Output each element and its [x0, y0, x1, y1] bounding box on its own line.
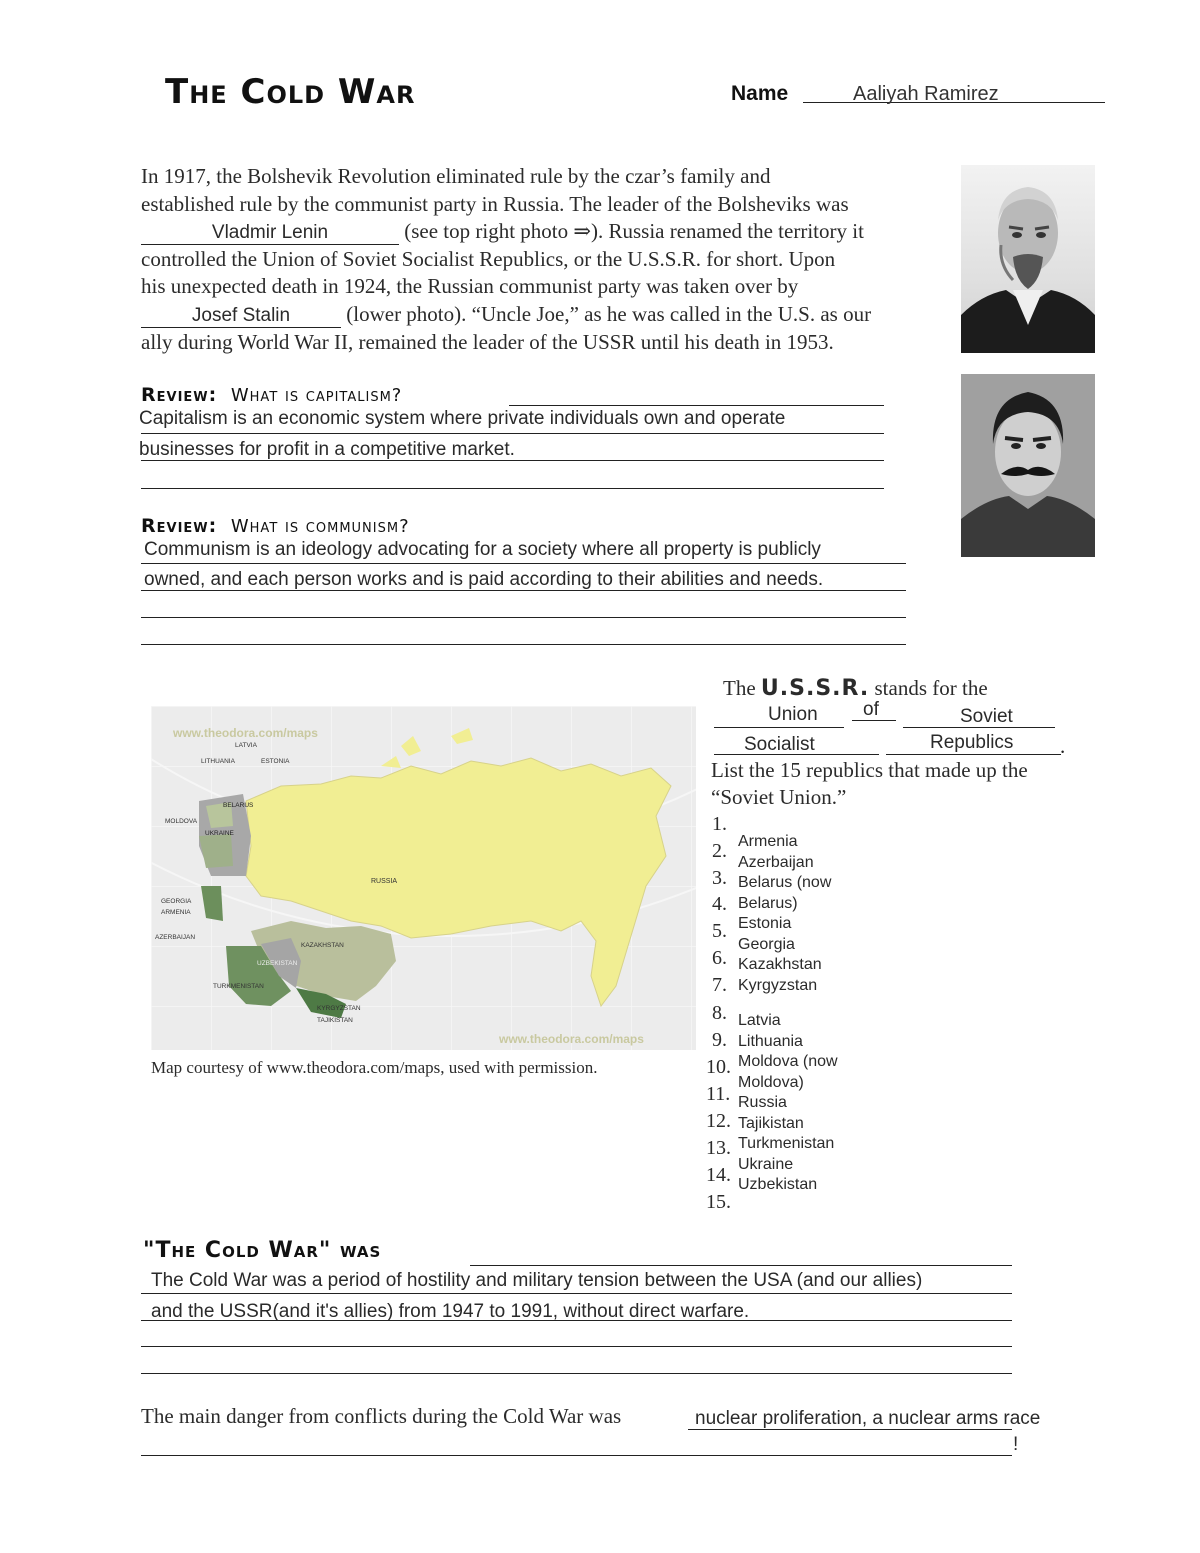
- republic-item: Kazakhstan: [738, 956, 822, 973]
- danger-answer-rule-2: [141, 1455, 1012, 1456]
- republic-item: Ukraine: [738, 1155, 794, 1173]
- danger-end: !: [1013, 1434, 1019, 1455]
- map-watermark-top: www.theodora.com/maps: [173, 726, 318, 740]
- intro-line-4: controlled the Union of Soviet Socialist Republics, or the U.S.S.R. for short. Upon: [141, 246, 836, 271]
- map-caption: Map courtesy of www.theodora.com/maps, used with permission.: [151, 1058, 598, 1077]
- republic-item: Armenia: [738, 833, 798, 850]
- ussr-intro-the: The: [723, 676, 756, 700]
- ussr-of-rule: [852, 720, 896, 721]
- review-communism-label: [141, 515, 410, 537]
- ussr-of: of: [863, 699, 879, 720]
- review-label: Review:: [141, 384, 218, 406]
- intro-line-6-text: (lower photo). “Uncle Joe,” as he was called in the U.S. as our: [346, 301, 872, 326]
- coldwar-answer-rule-4: [141, 1373, 1012, 1374]
- republic-item: Belarus (now: [738, 874, 832, 891]
- list-number-14: 14.: [706, 1164, 731, 1186]
- republic-item: Latvia: [738, 1012, 781, 1029]
- coldwar-answer-rule-3: [141, 1346, 1012, 1347]
- capitalism-answer-rule-3: [141, 488, 884, 489]
- name-label: Name: [731, 82, 789, 105]
- republic-item: Moldova): [738, 1073, 804, 1091]
- worksheet-title: The Cold War: [165, 72, 416, 112]
- communism-answer-line-2[interactable]: owned, and each person works and is paid according to their abilities and needs.: [144, 569, 824, 590]
- republic-item: Kyrgyzstan: [738, 976, 818, 994]
- ussr-period: .: [1060, 734, 1066, 758]
- republic-item: Lithuania: [738, 1032, 803, 1050]
- communism-answer-rule-1: [141, 563, 906, 564]
- republics-answer-block-b[interactable]: [738, 1011, 838, 1196]
- list-number-11: 11.: [706, 1083, 731, 1105]
- list-number-6: 6.: [712, 947, 727, 969]
- list-number-9: 9.: [712, 1029, 727, 1051]
- communism-answer-rule-4: [141, 644, 906, 645]
- ussr-word4[interactable]: Republics: [930, 732, 1014, 753]
- intro-line-1: In 1917, the Bolshevik Revolution eliminated rule by the czar’s family and: [141, 164, 771, 188]
- capitalism-answer-rule-0: [509, 405, 884, 406]
- coldwar-answer-line-1[interactable]: The Cold War was a period of hostility and military tension between the USA (and our allies): [151, 1270, 923, 1291]
- list-prompt-1: List the 15 republics that made up the: [711, 758, 1028, 782]
- ussr-word4-rule: [886, 754, 1061, 755]
- ussr-map: [151, 706, 696, 1050]
- ussr-intro-after: stands for the: [874, 676, 988, 700]
- ussr-word1-rule: [714, 727, 844, 728]
- communism-answer-line-1[interactable]: Communism is an ideology advocating for a society where all property is publicly: [144, 539, 821, 560]
- map-label-ukraine: UKRAINE: [205, 830, 234, 837]
- list-number-4: 4.: [712, 893, 727, 915]
- republic-item: Tajikistan: [738, 1114, 804, 1132]
- danger-answer[interactable]: nuclear proliferation, a nuclear arms race: [695, 1408, 1041, 1429]
- map-label-moldova: MOLDOVA: [165, 818, 198, 825]
- map-label-kyrgyzstan: KYRGYZSTAN: [317, 1005, 361, 1012]
- communism-answer-rule-3: [141, 617, 906, 618]
- republic-item: Russia: [738, 1094, 787, 1111]
- communism-answer-rule-2: [141, 590, 906, 591]
- list-number-13: 13.: [706, 1137, 731, 1159]
- map-label-uzbekistan: UZBEKISTAN: [257, 960, 298, 967]
- intro-line-3-text: (see top right photo ⇒). Russia renamed the territory it: [404, 219, 864, 244]
- republic-item: Uzbekistan: [738, 1176, 818, 1193]
- coldwar-answer-line-2[interactable]: and the USSR(and it's allies) from 1947 to 1991, without direct warfare.: [151, 1301, 750, 1322]
- intro-line-3: [141, 218, 871, 246]
- intro-line-6: [141, 301, 871, 329]
- map-label-azerbaijan: AZERBAIJAN: [155, 934, 196, 941]
- review-question: What is capitalism?: [230, 385, 403, 406]
- list-number-7: 7.: [712, 974, 727, 996]
- map-label-georgia: GEORGIA: [161, 898, 192, 905]
- capitalism-answer-line-2[interactable]: businesses for profit in a competitive market.: [139, 439, 515, 460]
- republic-item: Turkmenistan: [738, 1135, 835, 1152]
- map-label-estonia: ESTONIA: [261, 758, 290, 765]
- ussr-word2[interactable]: Soviet: [960, 706, 1013, 727]
- coldwar-answer-rule-0: [470, 1265, 1012, 1266]
- capitalism-answer-rule-2: [141, 460, 884, 461]
- map-label-russia: RUSSIA: [371, 878, 398, 885]
- map-label-belarus: BELARUS: [223, 802, 254, 809]
- republic-item: Estonia: [738, 915, 792, 932]
- republic-item: Georgia: [738, 935, 795, 953]
- review-label: Review:: [141, 515, 218, 537]
- republic-item: Azerbaijan: [738, 853, 814, 871]
- lenin-photo: [961, 165, 1095, 353]
- map-label-turkmenistan: TURKMENISTAN: [213, 983, 264, 990]
- republic-item: Moldova (now: [738, 1053, 838, 1070]
- intro-line-5: his unexpected death in 1924, the Russian communist party was taken over by: [141, 274, 799, 299]
- successor-blank[interactable]: Josef Stalin: [141, 305, 341, 328]
- list-number-2: 2.: [712, 840, 727, 862]
- map-watermark-bottom: www.theodora.com/maps: [499, 1032, 644, 1046]
- leader-blank[interactable]: Vladmir Lenin: [141, 222, 399, 245]
- capitalism-answer-rule-1: [141, 433, 884, 434]
- map-label-tajikistan: TAJIKISTAN: [317, 1017, 353, 1024]
- ussr-word3[interactable]: Socialist: [744, 734, 815, 755]
- review-question: What is communism?: [230, 516, 410, 537]
- capitalism-answer-line-1[interactable]: Capitalism is an economic system where private individuals own and operate: [139, 408, 786, 429]
- intro-paragraph: [141, 163, 871, 356]
- map-label-lithuania: LITHUANIA: [201, 758, 235, 765]
- list-number-15: 15.: [706, 1191, 731, 1213]
- danger-prompt: The main danger from conflicts during the Cold War was: [141, 1404, 622, 1428]
- list-prompt-2: “Soviet Union.”: [711, 785, 847, 809]
- stalin-photo: [961, 374, 1095, 557]
- review-capitalism-label: [141, 384, 402, 406]
- list-number-3: 3.: [712, 867, 727, 889]
- ussr-intro: [723, 676, 988, 701]
- ussr-acronym: U.S.S.R.: [760, 676, 870, 701]
- map-label-armenia: ARMENIA: [161, 909, 191, 916]
- coldwar-label: "The Cold War" was: [143, 1238, 382, 1263]
- intro-line-7: ally during World War II, remained the leader of the USSR until his death in 1953.: [141, 329, 834, 354]
- map-label-latvia: LATVIA: [235, 742, 257, 749]
- name-value: Aaliyah Ramirez: [853, 83, 999, 105]
- list-number-10: 10.: [706, 1056, 731, 1078]
- republic-item: Belarus): [738, 894, 798, 912]
- intro-line-2: established rule by the communist party in Russia. The leader of the Bolsheviks was: [141, 191, 849, 216]
- coldwar-answer-rule-2: [141, 1320, 1012, 1321]
- republics-answer-block-a[interactable]: [738, 832, 831, 996]
- name-field[interactable]: [803, 80, 1105, 103]
- coldwar-answer-rule-1: [141, 1293, 1012, 1294]
- list-number-12: 12.: [706, 1110, 731, 1132]
- list-number-8: 8.: [712, 1002, 727, 1024]
- list-number-1: 1.: [712, 813, 727, 835]
- list-number-5: 5.: [712, 920, 727, 942]
- map-label-kazakhstan: KAZAKHSTAN: [301, 942, 344, 949]
- ussr-word1[interactable]: Union: [768, 704, 818, 725]
